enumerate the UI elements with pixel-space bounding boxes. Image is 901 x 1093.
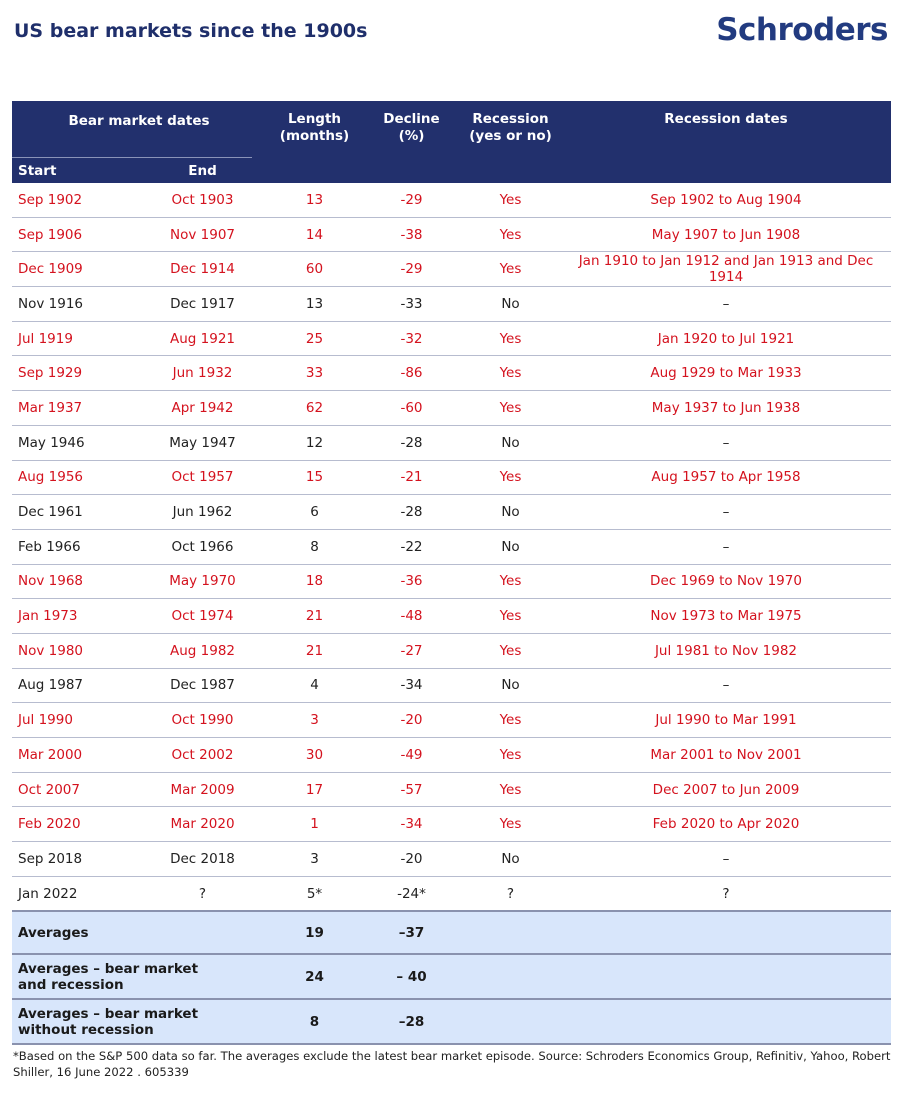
averages-label-line1: Averages – bear market (18, 960, 199, 977)
table-row (12, 703, 891, 738)
length-cell: 25 (266, 321, 363, 356)
header-recession (460, 101, 561, 183)
header-recession-line1: Recession (472, 111, 549, 127)
header-group-label: Bear market dates (68, 113, 210, 129)
table-row (12, 599, 891, 634)
recession-dates-cell: Sep 1902 to Aug 1904 (561, 183, 891, 217)
decline-cell: -48 (363, 599, 460, 634)
recession-dates-cell: Jul 1990 to Mar 1991 (561, 703, 891, 738)
recession-dates-cell: Dec 2007 to Jun 2009 (561, 772, 891, 807)
table-row (12, 183, 891, 217)
recession-cell: Yes (460, 772, 561, 807)
length-cell: 5* (266, 876, 363, 911)
header-length (266, 101, 363, 183)
table-row (12, 391, 891, 426)
schroders-logo: Schroders (716, 12, 888, 48)
decline-cell: -29 (363, 252, 460, 287)
decline-cell: -29 (363, 183, 460, 217)
decline-cell: -20 (363, 842, 460, 877)
recession-dates-cell: Dec 1969 to Nov 1970 (561, 564, 891, 599)
averages-empty-cell (561, 954, 891, 999)
recession-cell: Yes (460, 217, 561, 252)
length-cell: 3 (266, 703, 363, 738)
recession-cell: Yes (460, 633, 561, 668)
start-cell: Sep 2018 (12, 842, 139, 877)
table-row (12, 321, 891, 356)
end-cell: Dec 2018 (139, 842, 266, 877)
end-cell: Nov 1907 (139, 217, 266, 252)
start-cell: Dec 1961 (12, 495, 139, 530)
recession-cell: Yes (460, 738, 561, 773)
end-cell: Mar 2020 (139, 807, 266, 842)
decline-cell: -24* (363, 876, 460, 911)
end-cell: May 1947 (139, 425, 266, 460)
recession-dates-cell: Jan 1910 to Jan 1912 and Jan 1913 and Dec 1914 (561, 252, 891, 287)
end-cell: Oct 1957 (139, 460, 266, 495)
recession-cell: No (460, 668, 561, 703)
recession-cell: Yes (460, 356, 561, 391)
recession-dates-cell: Jan 1920 to Jul 1921 (561, 321, 891, 356)
footnote: *Based on the S&P 500 data so far. The averages exclude the latest bear market episode. Source: Schroders Economics Group, Refinitiv, Yahoo, Robert Shiller, 16 June 2022 . 605339 (13, 1049, 891, 1079)
recession-dates-cell: ? (561, 876, 891, 911)
recession-dates-cell: Mar 2001 to Nov 2001 (561, 738, 891, 773)
header-decline-line2: (%) (398, 128, 425, 144)
length-cell: 13 (266, 287, 363, 322)
header-bear-market-dates (12, 101, 266, 158)
start-cell: Aug 1956 (12, 460, 139, 495)
length-cell: 17 (266, 772, 363, 807)
start-cell: May 1946 (12, 425, 139, 460)
start-cell: Nov 1968 (12, 564, 139, 599)
recession-dates-cell: – (561, 425, 891, 460)
length-cell: 18 (266, 564, 363, 599)
start-cell: Sep 1902 (12, 183, 139, 217)
recession-cell: Yes (460, 321, 561, 356)
averages-row (12, 954, 891, 999)
end-cell: Oct 2002 (139, 738, 266, 773)
end-cell: Mar 2009 (139, 772, 266, 807)
length-cell: 4 (266, 668, 363, 703)
end-cell: Aug 1982 (139, 633, 266, 668)
start-cell: Nov 1980 (12, 633, 139, 668)
start-cell: Mar 1937 (12, 391, 139, 426)
recession-dates-cell: – (561, 287, 891, 322)
header-recession-line2: (yes or no) (469, 128, 552, 144)
averages-decline: – 40 (363, 954, 460, 999)
decline-cell: -49 (363, 738, 460, 773)
averages-empty-cell (460, 954, 561, 999)
averages-row (12, 999, 891, 1044)
averages-empty-cell (561, 911, 891, 954)
end-cell: Oct 1966 (139, 529, 266, 564)
recession-dates-cell: – (561, 842, 891, 877)
start-cell: Jul 1990 (12, 703, 139, 738)
length-cell: 12 (266, 425, 363, 460)
recession-cell: Yes (460, 564, 561, 599)
end-cell: Oct 1974 (139, 599, 266, 634)
header-decline (363, 101, 460, 183)
start-cell: Nov 1916 (12, 287, 139, 322)
recession-dates-cell: – (561, 668, 891, 703)
end-cell: Dec 1987 (139, 668, 266, 703)
recession-cell: Yes (460, 599, 561, 634)
end-cell: Jun 1962 (139, 495, 266, 530)
decline-cell: -86 (363, 356, 460, 391)
recession-dates-cell: May 1907 to Jun 1908 (561, 217, 891, 252)
decline-cell: -33 (363, 287, 460, 322)
length-cell: 21 (266, 599, 363, 634)
averages-length: 19 (266, 911, 363, 954)
end-cell: Oct 1990 (139, 703, 266, 738)
averages-length: 24 (266, 954, 363, 999)
end-cell: Apr 1942 (139, 391, 266, 426)
header-decline-line1: Decline (383, 111, 440, 127)
length-cell: 15 (266, 460, 363, 495)
end-cell: Dec 1914 (139, 252, 266, 287)
header-length-line1: Length (287, 111, 342, 127)
decline-cell: -28 (363, 425, 460, 460)
averages-label-line1: Averages – bear market (18, 1005, 199, 1022)
recession-dates-cell: Aug 1957 to Apr 1958 (561, 460, 891, 495)
recession-cell: Yes (460, 460, 561, 495)
header-end: End (139, 158, 266, 183)
decline-cell: -34 (363, 807, 460, 842)
table-row (12, 564, 891, 599)
recession-cell: No (460, 287, 561, 322)
averages-empty-cell (460, 999, 561, 1044)
start-cell: Sep 1906 (12, 217, 139, 252)
end-cell: May 1970 (139, 564, 266, 599)
recession-cell: Yes (460, 807, 561, 842)
recession-cell: No (460, 529, 561, 564)
table-row (12, 356, 891, 391)
table-row (12, 425, 891, 460)
table-body (12, 183, 891, 1044)
recession-dates-cell: Aug 1929 to Mar 1933 (561, 356, 891, 391)
table-header (12, 101, 891, 183)
recession-cell: Yes (460, 391, 561, 426)
table-row (12, 460, 891, 495)
recession-cell: No (460, 842, 561, 877)
recession-dates-cell: Nov 1973 to Mar 1975 (561, 599, 891, 634)
table-row (12, 252, 891, 287)
averages-label-line2: without recession (18, 1021, 154, 1038)
recession-cell: No (460, 425, 561, 460)
recession-dates-cell: – (561, 529, 891, 564)
recession-cell: ? (460, 876, 561, 911)
page-title: US bear markets since the 1900s (14, 20, 368, 42)
averages-label (12, 999, 266, 1044)
recession-dates-cell: May 1937 to Jun 1938 (561, 391, 891, 426)
start-cell: Jul 1919 (12, 321, 139, 356)
recession-cell: No (460, 495, 561, 530)
length-cell: 21 (266, 633, 363, 668)
start-cell: Mar 2000 (12, 738, 139, 773)
table-row (12, 495, 891, 530)
table-row (12, 217, 891, 252)
length-cell: 13 (266, 183, 363, 217)
table-row (12, 529, 891, 564)
start-cell: Feb 1966 (12, 529, 139, 564)
decline-cell: -22 (363, 529, 460, 564)
decline-cell: -21 (363, 460, 460, 495)
recession-dates-cell: Feb 2020 to Apr 2020 (561, 807, 891, 842)
start-cell: Oct 2007 (12, 772, 139, 807)
averages-label (12, 954, 266, 999)
decline-cell: -28 (363, 495, 460, 530)
table-row (12, 842, 891, 877)
table-row (12, 738, 891, 773)
start-cell: Dec 1909 (12, 252, 139, 287)
length-cell: 62 (266, 391, 363, 426)
start-cell: Sep 1929 (12, 356, 139, 391)
recession-dates-cell: Jul 1981 to Nov 1982 (561, 633, 891, 668)
averages-decline: –37 (363, 911, 460, 954)
table-row (12, 876, 891, 911)
length-cell: 1 (266, 807, 363, 842)
length-cell: 14 (266, 217, 363, 252)
recession-cell: Yes (460, 252, 561, 287)
decline-cell: -38 (363, 217, 460, 252)
header-start: Start (12, 158, 139, 183)
recession-cell: Yes (460, 703, 561, 738)
table-row (12, 807, 891, 842)
header-recession-dates: Recession dates (561, 101, 891, 183)
decline-cell: -57 (363, 772, 460, 807)
averages-row (12, 911, 891, 954)
start-cell: Jan 2022 (12, 876, 139, 911)
length-cell: 3 (266, 842, 363, 877)
length-cell: 30 (266, 738, 363, 773)
end-cell: Aug 1921 (139, 321, 266, 356)
averages-empty-cell (460, 911, 561, 954)
averages-empty-cell (561, 999, 891, 1044)
length-cell: 8 (266, 529, 363, 564)
averages-length: 8 (266, 999, 363, 1044)
recession-cell: Yes (460, 183, 561, 217)
start-cell: Aug 1987 (12, 668, 139, 703)
decline-cell: -60 (363, 391, 460, 426)
end-cell: ? (139, 876, 266, 911)
start-cell: Feb 2020 (12, 807, 139, 842)
length-cell: 33 (266, 356, 363, 391)
table-row (12, 633, 891, 668)
end-cell: Jun 1932 (139, 356, 266, 391)
length-cell: 6 (266, 495, 363, 530)
table-row (12, 668, 891, 703)
averages-label-line2: and recession (18, 976, 124, 993)
averages-label-line1: Averages (18, 924, 89, 941)
end-cell: Dec 1917 (139, 287, 266, 322)
length-cell: 60 (266, 252, 363, 287)
decline-cell: -36 (363, 564, 460, 599)
decline-cell: -34 (363, 668, 460, 703)
decline-cell: -27 (363, 633, 460, 668)
averages-decline: –28 (363, 999, 460, 1044)
recession-dates-cell: – (561, 495, 891, 530)
end-cell: Oct 1903 (139, 183, 266, 217)
table-row (12, 772, 891, 807)
table-row (12, 287, 891, 322)
header-group-divider (12, 157, 252, 158)
averages-label (12, 911, 266, 954)
header-length-line2: (months) (279, 128, 350, 144)
start-cell: Jan 1973 (12, 599, 139, 634)
decline-cell: -32 (363, 321, 460, 356)
decline-cell: -20 (363, 703, 460, 738)
bear-markets-table (12, 101, 891, 1045)
